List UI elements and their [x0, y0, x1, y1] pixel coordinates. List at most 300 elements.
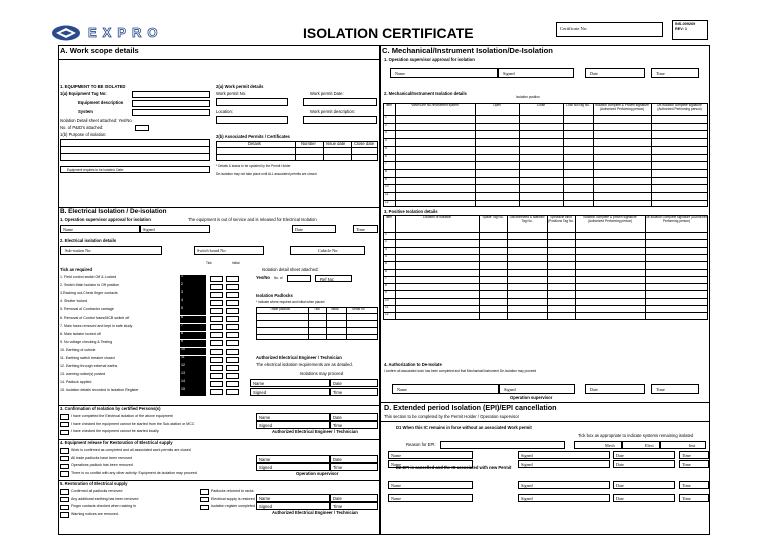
table-col-divider [547, 215, 548, 320]
desc-label: Equipment description [78, 100, 124, 105]
wp-desc-label: Work permit description: [310, 109, 356, 114]
d-date-field[interactable] [613, 460, 675, 468]
doc-rev: REV: 1 [675, 27, 688, 31]
checklist-label: Electrical supply is restored [211, 496, 255, 501]
table-row [383, 290, 708, 291]
d-name-label: Name [391, 495, 401, 501]
b3-date-label: Date [333, 414, 342, 420]
d-signed-field[interactable] [518, 481, 610, 489]
table-row-item: 1 [385, 115, 387, 119]
b5-signed-label: Signed [259, 503, 273, 509]
checklist-box[interactable] [60, 464, 69, 470]
c4-time-label: Time [656, 387, 665, 392]
d-sys-mech[interactable] [574, 441, 622, 449]
positive-table [383, 215, 708, 385]
b2-signed-label: Signed [253, 389, 267, 395]
checklist-label: Work is confirmed as completed and all associated work permits are closed [71, 447, 191, 452]
b-approval: 1. Operation supervisor approval for isolation [60, 217, 151, 222]
d-signed-field[interactable] [518, 460, 610, 468]
step-label: 1. Field control switch Off & Locked [60, 275, 117, 279]
padlock-note: * indicate where required and initial when placed [256, 300, 325, 304]
d-time-label: Time [682, 461, 691, 467]
step-label: 14. Padlock applied [60, 380, 92, 385]
b2-date[interactable] [330, 379, 378, 387]
padlock-col-trade: Trade padlock [270, 307, 291, 311]
d-name-field[interactable] [388, 451, 473, 459]
system-label: System [78, 109, 93, 114]
c1-time[interactable] [651, 68, 699, 78]
d-time-label: Time [682, 482, 691, 488]
table-header-cell: Valve/Line No./Instrument system [411, 103, 459, 107]
detail-sheet-label: Isolation Detail sheet attached: Yes/No [60, 118, 132, 123]
tag-no-field[interactable] [132, 91, 210, 98]
d-sys-elect-label: Elect [645, 442, 654, 448]
step-tick-box[interactable] [210, 373, 223, 379]
step-tick-box[interactable] [210, 308, 223, 314]
d-name-field[interactable] [388, 481, 473, 489]
table-row-item: 12 [385, 312, 389, 317]
d-time-field[interactable] [679, 494, 709, 502]
step-initial-box[interactable] [226, 316, 239, 322]
col-initial: Initial [232, 261, 240, 265]
table-row [383, 123, 708, 124]
step-tick-box[interactable] [210, 300, 223, 306]
b4-name[interactable] [256, 455, 330, 463]
b1-date-field[interactable] [292, 225, 336, 233]
checklist-label: Warning notices are removed. [71, 512, 119, 517]
b2-time[interactable] [330, 388, 378, 396]
d-reason-field[interactable] [440, 441, 565, 449]
step-initial-box[interactable] [226, 381, 239, 387]
step-label: 11. Earthing switch breaker closed [60, 356, 115, 360]
d-rows [388, 451, 708, 511]
c1-name[interactable] [390, 68, 498, 78]
assoc-col-number: Number [301, 141, 316, 146]
checklist-box[interactable] [200, 489, 209, 495]
step-initial-box[interactable] [226, 308, 239, 314]
c1-date[interactable] [585, 68, 645, 78]
purpose-label: 1(b) Purpose of isolation: [60, 132, 107, 137]
table-row-item: 5 [385, 261, 387, 266]
step-number: 4 [180, 299, 206, 307]
table-row [383, 154, 708, 155]
step-initial-box[interactable] [226, 284, 239, 290]
wp-heading: 2(a) Work permit details [216, 84, 264, 89]
checklist-box[interactable] [60, 471, 69, 477]
step-initial-box[interactable] [226, 365, 239, 371]
d-signed-label: Signed [521, 495, 533, 501]
b4-time-label: Time [333, 464, 343, 470]
b5-name-label: Name [259, 495, 271, 501]
b5-date[interactable] [330, 494, 378, 502]
checklist-box[interactable] [60, 512, 69, 518]
engineer-heading: Authorized Electrical Engineer / Technician [256, 355, 342, 360]
b-no-of: No. of [274, 276, 283, 280]
section-a-title: A. Work scope details [60, 46, 139, 55]
table-header-cell: Spectacle blind (Positions Tag No. [548, 215, 574, 223]
table-row [383, 177, 708, 178]
d-date-label: Date [616, 452, 624, 458]
d-signed-label: Signed [521, 461, 533, 467]
b2-signed[interactable] [250, 388, 330, 396]
d-sys-elect[interactable] [622, 441, 660, 449]
pids-field[interactable] [135, 125, 149, 131]
b4-date[interactable] [330, 455, 378, 463]
doc-ref: INS-009269 [675, 22, 696, 26]
b5-engineer: Authorized Electrical Engineer / Technician [272, 510, 358, 515]
step-tick-box[interactable] [210, 292, 223, 298]
step-tick-box[interactable] [210, 276, 223, 282]
wp-no-label: Work permit No. [216, 91, 247, 96]
table-row [383, 312, 708, 313]
d-name-field[interactable] [388, 494, 473, 502]
checklist-label: Operations padlock has been removed [71, 463, 133, 468]
step-initial-box[interactable] [226, 276, 239, 282]
d-date-label: Date [616, 482, 624, 488]
logo-text: EXPRO [88, 25, 164, 40]
step-number: 8 [180, 332, 206, 340]
checklist-box[interactable] [60, 489, 69, 495]
step-initial-box[interactable] [226, 332, 239, 338]
checklist-box[interactable] [60, 414, 69, 420]
switchboard-field[interactable] [194, 246, 264, 255]
b3-date[interactable] [330, 413, 378, 421]
b5-time-label: Time [333, 503, 343, 509]
b-elec-details: 2. Electrical isolation details [60, 238, 117, 243]
table-row [383, 239, 708, 240]
ref-note-box[interactable] [60, 166, 210, 173]
d-date-field[interactable] [613, 451, 675, 459]
d-time-field[interactable] [679, 481, 709, 489]
step-tick-box[interactable] [210, 357, 223, 363]
b-detail-sheet: Isolation detail sheet attached: [262, 267, 319, 272]
c4-time[interactable] [651, 384, 699, 394]
d-signed-label: Signed [521, 452, 533, 458]
b3-name[interactable] [256, 413, 330, 421]
d-time-field[interactable] [679, 451, 709, 459]
b1-time-field[interactable] [353, 225, 378, 233]
d-signed-field[interactable] [518, 494, 610, 502]
table-row [383, 269, 708, 270]
step-number: 1 [180, 275, 206, 283]
equip-heading: 1. EQUIPMENT TO BE ISOLATED [60, 84, 126, 89]
d-name-label: Name [391, 482, 401, 488]
c4-op-sup: Operation supervisor [510, 395, 553, 400]
checklist-box[interactable] [60, 497, 69, 503]
b5-signed[interactable] [256, 502, 330, 510]
checklist-label: I have checked the equipment cannot be started from the Sub-station or MCC [71, 421, 195, 426]
checklist-box[interactable] [60, 505, 69, 511]
restore-left-list [60, 489, 200, 521]
table-row [383, 261, 708, 262]
b5-time[interactable] [330, 502, 378, 510]
table-row-item: 5 [385, 145, 387, 150]
d-name-label: Name [391, 461, 401, 467]
system-field[interactable] [132, 109, 210, 116]
company-logo [50, 24, 200, 42]
table-header-cell: Item [385, 215, 393, 219]
b2-time-label: Time [333, 389, 343, 395]
step-number: 14 [180, 380, 206, 388]
step-number: 7 [180, 324, 206, 332]
positive-heading: 3. Positive Isolation details [384, 209, 438, 214]
step-tick-box[interactable] [210, 316, 223, 322]
step-initial-box[interactable] [226, 373, 239, 379]
table-row [383, 184, 708, 185]
c-op-approval: 1. Operation supervisor approval for isolation [384, 57, 475, 62]
steps-list [60, 275, 250, 397]
step-initial-box[interactable] [226, 292, 239, 298]
b5-date-label: Date [333, 495, 342, 501]
table-row-item: 6 [385, 268, 387, 273]
d2-text: D2 EPI is cancelled and the IC associated with new Permit [396, 465, 512, 470]
checklist-label: There is no conflict with any other activity: Equipment de-isolation may proceed [71, 471, 197, 476]
step-label: 12. Earthing through external earths [60, 364, 118, 369]
b1-date-label: Date [295, 227, 303, 232]
deauth-heading: 4. Authorization to De-Isolate [384, 362, 442, 367]
padlock-col-tick: Tick [314, 307, 320, 311]
d-date-field[interactable] [613, 494, 675, 502]
checklist-box[interactable] [60, 448, 69, 454]
release-list [60, 448, 250, 480]
table-row-item: 6 [385, 153, 387, 158]
step-tick-box[interactable] [210, 332, 223, 338]
padlock-table [256, 307, 378, 340]
step-initial-box[interactable] [226, 340, 239, 346]
table-row [383, 138, 708, 139]
c4-name-label: Name [397, 387, 407, 392]
purpose-field[interactable] [60, 139, 210, 161]
checklist-box[interactable] [60, 430, 69, 436]
table-row-item: 1 [385, 232, 387, 236]
step-tick-box[interactable] [210, 365, 223, 371]
d-time-label: Time [682, 495, 691, 501]
c4-name[interactable] [392, 384, 499, 394]
table-row-item: 4 [385, 253, 387, 258]
step-label: 3.Racking out-Check finger contacts [60, 291, 118, 296]
tag-no-label: 1(a) Equipment Tag No: [60, 91, 107, 96]
step-tick-box[interactable] [210, 324, 223, 330]
restore-right-list [200, 489, 260, 513]
step-label: 2. Switch Main Isolator to Off position [60, 283, 120, 288]
b1-time-label: Time [356, 227, 365, 232]
wp-no-field[interactable] [216, 98, 288, 106]
table-row [383, 254, 708, 255]
step-number: 11 [180, 356, 206, 364]
release-heading: 4. Equipment release for Restoration of Electrical supply [60, 440, 173, 445]
wp-date-field[interactable] [303, 98, 377, 106]
step-initial-box[interactable] [226, 389, 239, 395]
step-tick-box[interactable] [210, 284, 223, 290]
checklist-box[interactable] [200, 497, 209, 503]
b1-signed-field[interactable] [140, 225, 210, 233]
pids-label: No. of P&ID's attached: [60, 125, 104, 130]
b4-time[interactable] [330, 463, 378, 471]
b4-signed[interactable] [256, 463, 330, 471]
step-label: 4. Shutter locked [60, 299, 87, 304]
b2-name[interactable] [250, 379, 330, 387]
checklist-label: Any additional earthing has been removed [71, 496, 139, 501]
b3-signed[interactable] [256, 421, 330, 429]
table-row-item: 11 [385, 305, 389, 309]
table-col-divider [575, 215, 576, 320]
table-row-item: 4 [385, 138, 387, 143]
assoc-note1: * Details & status to be updated by the Permit Holder [216, 164, 291, 168]
table-row [383, 115, 708, 116]
mech-heading: 2. Mechanical/Instrument Isolation details [384, 91, 467, 96]
b3-time[interactable] [330, 421, 378, 429]
step-initial-box[interactable] [226, 324, 239, 330]
table-header-cell: Item [385, 103, 393, 107]
d-date-label: Date [616, 495, 624, 501]
assoc-note2: De-isolation may not take place until ALL associated permits are closed [216, 172, 317, 176]
b-no-of-field[interactable] [287, 275, 311, 282]
table-header-cell: Disconnected & Blanked Tag No. [509, 215, 545, 223]
b3-time-label: Time [333, 422, 343, 428]
location-label: Location: [216, 109, 233, 114]
page-title: ISOLATION CERTIFICATE [303, 25, 474, 41]
step-number: 10 [180, 348, 206, 356]
b5-name[interactable] [256, 494, 330, 502]
b-ref-field[interactable] [315, 275, 352, 282]
conf-list [60, 414, 250, 438]
b3-name-label: Name [259, 414, 271, 420]
padlock-col-serial: Serial no [352, 307, 365, 311]
step-tick-box[interactable] [210, 349, 223, 355]
c1-name-label: Name [395, 71, 405, 76]
b4-name-label: Name [259, 456, 271, 462]
checklist-label: I have checked the equipment cannot be started locally. [71, 429, 160, 434]
step-number: 5 [180, 307, 206, 315]
b4-op-sup: Operation supervisor [296, 471, 339, 476]
table-row [383, 161, 708, 162]
b-ref-label: Ref No: [320, 276, 335, 282]
c1-signed-label: Signed [503, 71, 515, 76]
step-label: 13. warning notice(s) posted [60, 372, 106, 377]
ref-note: Equipment requires to be isolated. Date: [67, 167, 124, 172]
c4-signed[interactable] [499, 384, 575, 394]
b3-signed-label: Signed [259, 422, 273, 428]
table-col-divider [395, 215, 396, 320]
step-initial-box[interactable] [226, 349, 239, 355]
b-approval-note: The equipment is out of service and is released for Electrical Isolation [188, 217, 317, 222]
b1-name-field[interactable] [60, 225, 140, 233]
step-number: 13 [180, 372, 206, 380]
d-time-field[interactable] [679, 460, 709, 468]
step-label: 6. Removal of Control fuses/MCB switch off [60, 315, 130, 320]
d-date-field[interactable] [613, 481, 675, 489]
table-row-item: 7 [385, 161, 387, 166]
step-initial-box[interactable] [226, 357, 239, 363]
d-date-label: Date [616, 461, 624, 467]
table-row-item: 8 [385, 168, 387, 173]
d-name-label: Name [391, 452, 401, 458]
checklist-box[interactable] [60, 422, 69, 428]
c4-date[interactable] [585, 384, 645, 394]
table-row [383, 232, 708, 233]
step-label: 9. No voltage checking & Testing [60, 339, 113, 344]
table-header-cell: Location of Isolation [422, 215, 452, 219]
desc-field[interactable] [132, 100, 210, 107]
checklist-box[interactable] [200, 505, 209, 511]
checklist-label: Padlocks returned to racks [211, 488, 254, 493]
table-row [383, 247, 708, 248]
step-tick-box[interactable] [210, 381, 223, 387]
table-row [383, 298, 708, 299]
table-row-item: 12 [385, 199, 389, 204]
d-sys-mech-label: Mech [605, 442, 615, 448]
b1-name-label: Name [63, 227, 73, 232]
section-c-title: C. Mechanical/Instrument Isolation/De-Isolation [382, 46, 553, 55]
table-row-item: 11 [385, 192, 389, 196]
table-row [383, 169, 708, 170]
table-frame [383, 215, 708, 320]
table-header-cell: Close [536, 103, 546, 107]
c1-signed[interactable] [498, 68, 574, 78]
table-row-item: 2 [385, 239, 387, 244]
d1-text: D1 When this IC remains in force without an associated Work permit [396, 425, 532, 430]
restore-heading: 5. Restoration of Electrical supply [60, 481, 128, 486]
step-tick-box[interactable] [210, 340, 223, 346]
step-tick-box[interactable] [210, 389, 223, 395]
d-signed-field[interactable] [518, 451, 610, 459]
d-sys-inst-label: Inst [689, 442, 696, 448]
cert-no-box[interactable] [556, 22, 663, 37]
checklist-label: Isolation register completed [211, 504, 255, 509]
substation-field[interactable] [60, 246, 162, 255]
c1-date-label: Date [590, 71, 598, 76]
padlock-col-initial: Initial [331, 307, 339, 311]
step-initial-box[interactable] [226, 300, 239, 306]
table-row-item: 10 [385, 184, 389, 189]
wp-desc-field[interactable] [303, 116, 377, 124]
table-col-divider [645, 215, 646, 320]
cert-no-label: Certificate No: [560, 26, 588, 31]
b1-signed-label: Signed [143, 227, 155, 232]
section-b-title: B. Electrical Isolation / De-isolation [60, 208, 167, 215]
step-number: 6 [180, 316, 206, 324]
section-d-title: D. Extended period Isolation (EPI)/EPI cancellation [384, 403, 557, 412]
d-reason: Reason for EPI: [406, 442, 436, 447]
table-header-cell: Lock No/Tag No. [566, 103, 590, 107]
table-row-item: 8 [385, 283, 387, 288]
b3-engineer: Authorized Electrical Engineer / Technician [272, 429, 358, 434]
c4-date-label: Date [590, 387, 598, 392]
checklist-box[interactable] [60, 456, 69, 462]
deauth-text: I confirm all associated work has been completed and that Mechanical/Instrument De-Isolation may proceed [384, 369, 537, 373]
table-row-item: 2 [385, 122, 387, 127]
b4-signed-label: Signed [259, 464, 273, 470]
doc-ref-box [672, 20, 708, 40]
step-label: 10. Earthing of cubicle [60, 347, 96, 352]
d-subtitle: This section to be completed by the Permit Holder / Operation supervisor [384, 414, 519, 419]
table-row [383, 276, 708, 277]
step-label: 7. Main fuses removed and kept in safe study [60, 323, 133, 328]
assoc-col-details: Details [248, 141, 261, 146]
step-label: 15. Isolation details recorded in Isolation Register [60, 388, 139, 393]
step-number: 15 [180, 388, 206, 396]
d-sys-inst[interactable] [660, 441, 706, 449]
step-label: 8. Main isolator locked off [60, 331, 101, 336]
table-row-item: 3 [385, 246, 387, 251]
location-field[interactable] [216, 116, 288, 124]
b4-date-label: Date [333, 456, 342, 462]
table-col-divider [507, 215, 508, 320]
cubicle-field[interactable] [290, 246, 365, 255]
c4-signed-label: Signed [504, 387, 516, 392]
d-tickbox: Tick box as appropriate to indicate systems remaining isolated [578, 433, 694, 438]
table-header-cell: Isolation complete & Proven signature (Authorized Performing person) [595, 103, 649, 111]
